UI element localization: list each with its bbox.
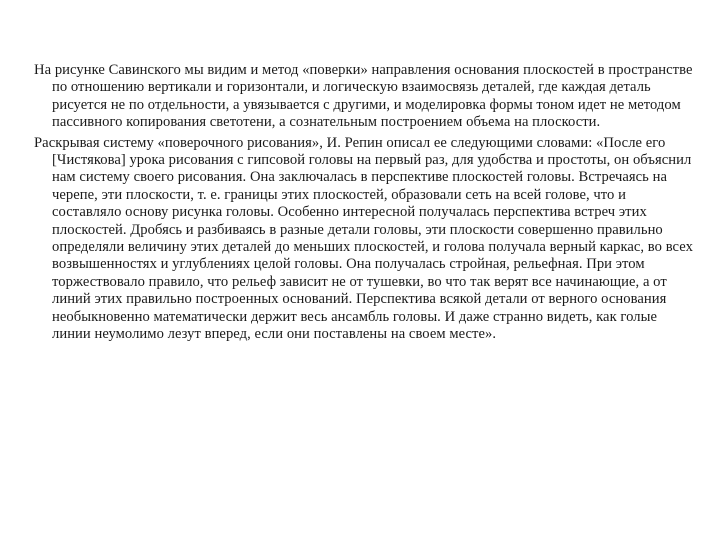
paragraph-savinsky-method: На рисунке Савинского мы видим и метод «поверки» направления основания плоскостей в пространстве по отношению вертикали и горизонтали, и логическую взаимосвязь деталей, где каждая деталь рисуется не по отдельности, а увязывается с другими, и моделировка формы тоном идет не методом пассивного копирования светотени, а сознательным построением объема на плоскости. <box>34 62 693 131</box>
paragraph-repin-quote: Раскрывая систему «поверочного рисования», И. Репин описал ее следующими словами: «После его [Чистякова] урока рисования с гипсовой головы на первый раз, для удобства и простоты, он объяснил нам систему своего рисования. Она заключалась в перспективе плоскостей головы. Встречаясь на черепе, эти плоскости, т. е. границы этих плоскостей, образовали сеть на всей голове, что и составляло основу рисунка головы. Особенно интересной получалась перспектива встреч этих плоскостей. Дробясь и разбиваясь в разные детали головы, эти плоскости совершенно правильно определяли величину этих деталей до меньших плоскостей, и голова получала верный каркас, во всех возвышенностях и углублениях целой головы. Она получалась стройная, рельефная. При этом торжествовало правило, что рельеф зависит не от тушевки, во что так верят все начинающие, а от линий этих правильно построенных оснований. Перспектива всякой детали от верного основания необыкновенно математически держит весь ансамбль головы. И даже странно видеть, как голые линии неумолимо лезут вперед, если они поставлены на своем месте». <box>34 134 693 343</box>
